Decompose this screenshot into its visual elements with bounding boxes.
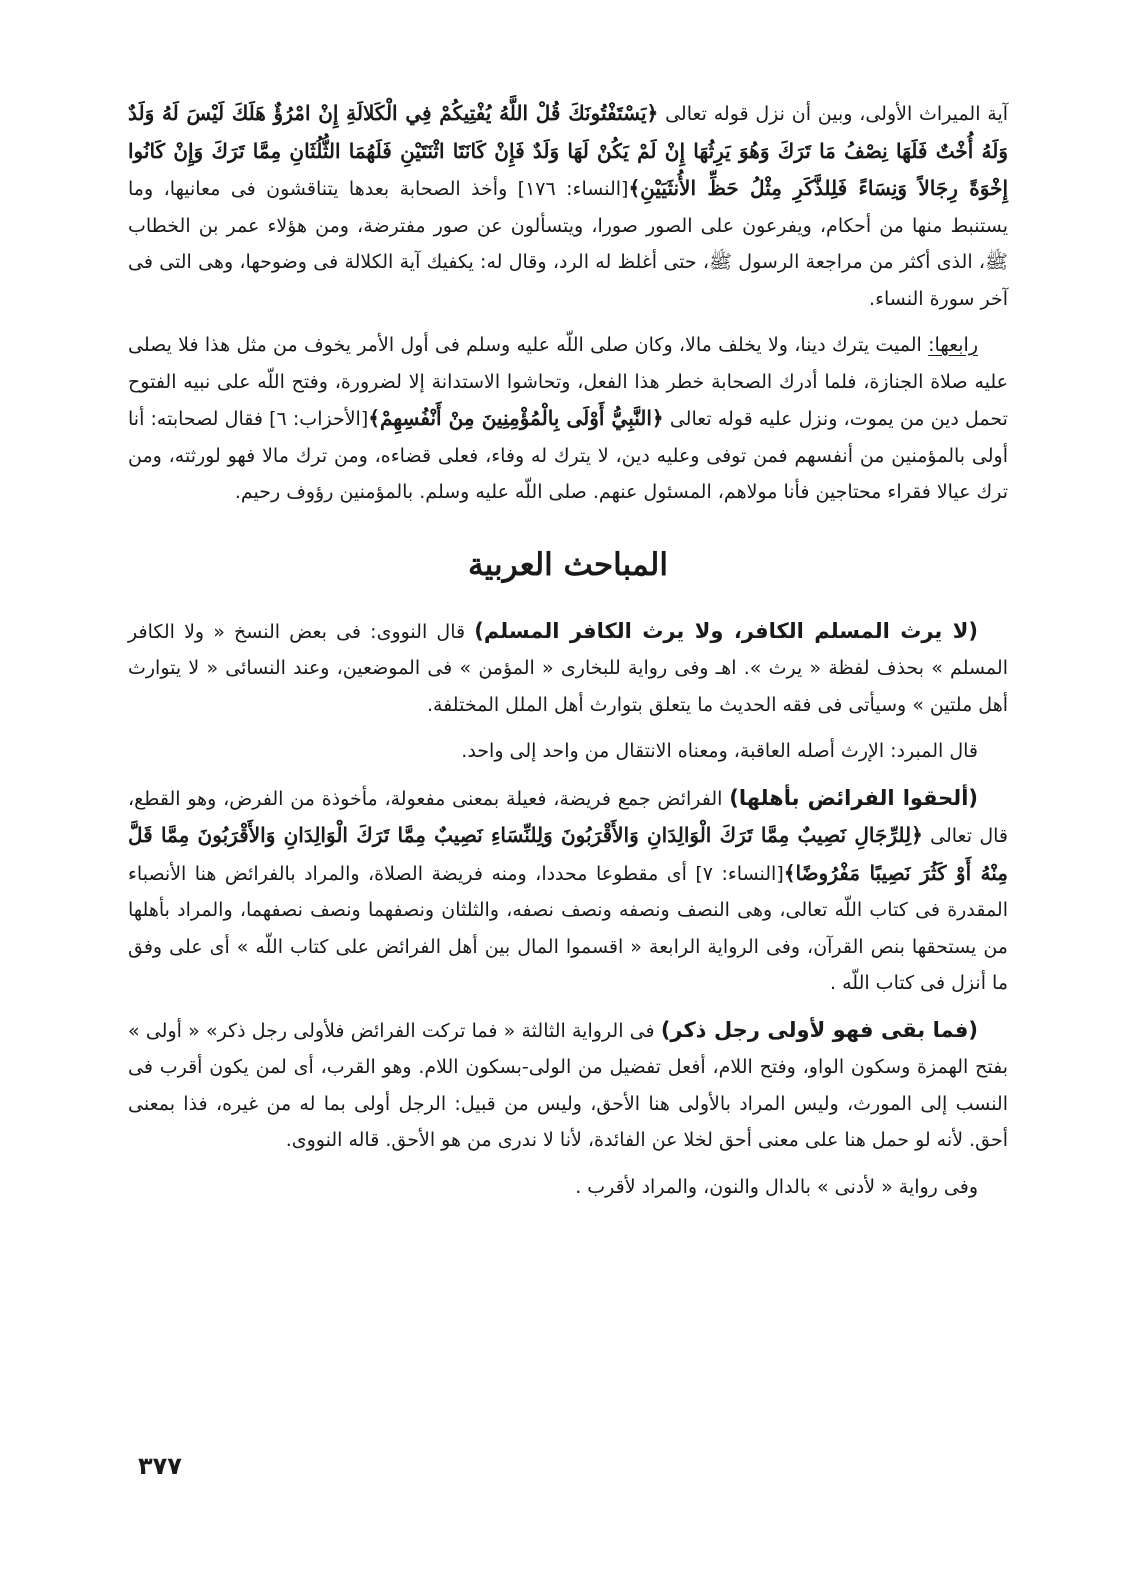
paragraph-text: [النساء: ٧] أى مقطوعا محددا، ومنه فريضة الصلاة، والمراد بالفرائض هنا الأنصباء المقدرة فى كتاب اللّه تعالى، وهى النصف ونصفه ونصف نصفه، والثلثان ونصفهما ونصف نصفهما، والمراد بأهلها من يستحقها بنص القرآن، وفى الرواية الرابعة « اقسموا المال بين أهل الفرائض على كتاب اللّه » أى على وفق ما أنزل فى كتاب اللّه . — [128, 862, 1008, 994]
page-number: ٣٧٧ — [138, 1452, 182, 1480]
paragraph-text: آية الميراث الأولى، وبين أن نزل قوله تعالى — [658, 103, 1009, 125]
paragraph-text: [الأحزاب: ٦] فقال لصحابته: أنا أولى بالمؤمنين من أنفسهم فمن توفى وعليه دين، لا يترك له وفاء، فعلى قضاءه، ومن ترك مالا فهو لورثته، ومن ترك عيالا فقراء محتاجين فأنا مولاهم، المسئول عنهم. صلى اللّه عليه وسلم. بالمؤمنين رؤوف رحيم. — [128, 408, 1008, 503]
paragraph-text: [النساء: ١٧٦] وأخذ الصحابة بعدها يتناقشون فى معانيها، وما يستنبط منها من أحكام، ويفرعون على الصور صورا، ويتسألون عن صور مفترضة، ومن هؤلاء عمر بن الخطاب ﷺ، الذى أكثر من مراجعة الرسول ﷺ، حتى أغلظ له الرد، وقال له: يكفيك آية الكلالة فى وضوحها، وهى التى فى آخر سورة النساء. — [128, 178, 1008, 310]
paragraph-text: الفرائض جمع فريضة، فعيلة بمعنى مفعولة، مأخوذة من الفرض، وهو القطع، قال تعالى — [128, 787, 1009, 847]
lemma-heading: (فما بقى فهو لأولى رجل ذكر) — [660, 1017, 978, 1042]
paragraph-fourth — [128, 327, 1008, 511]
quran-verse-kalala: ﴿يَسْتَفْتُونَكَ قُلْ اللَّهُ يُفْتِيكُمْ فِي الْكَلالَةِ إِنْ امْرُؤٌ هَلَكَ لَيْسَ لَهُ وَلَدٌ وَلَهُ أُخْتٌ فَلَهَا نِصْفُ مَا تَرَكَ وَهُوَ يَرِثُهَا إِنْ لَمْ يَكُنْ لَهَا وَلَدٌ فَإِنْ كَانَتَا اثْنَتَيْنِ فَلَهُمَا الثُّلُثَانِ مِمَّا تَرَكَ وَإِنْ كَانُوا إِخْوَةً رِجَالاً وَنِسَاءً فَلِلذَّكَرِ مِثْلُ حَظِّ الأُنثَيَيْنِ﴾ — [128, 101, 1009, 200]
paragraph-muslim-kafir — [128, 613, 1008, 724]
paragraph-adna — [128, 1169, 1008, 1206]
paragraph-text: الميت يترك دينا، ولا يخلف مالا، وكان صلى اللّه عليه وسلم فى أول الأمر يخوف من مثل هذا فلا يصلى عليه صلاة الجنازة، فلما أدرك الصحابة خطر هذا الفعل، وتحاشوا الاستدانة إلا لضرورة، وفتح اللّه على نبيه الفتوح تحمل دين من يموت، ونزل عليه قوله تعالى — [128, 334, 1008, 430]
paragraph-label-fourth: رابعها: — [928, 334, 978, 356]
paragraph-text: قال المبرد: الإرث أصله العاقبة، ومعناه الانتقال من واحد إلى واحد. — [461, 740, 978, 762]
paragraph-faraid — [128, 780, 1008, 1002]
lemma-heading: (ألحقوا الفرائض بأهلها) — [729, 785, 978, 810]
paragraph-text: وفى رواية « لأدنى » بالدال والنون، والمراد لأقرب . — [575, 1175, 978, 1198]
paragraph-text: فى الرواية الثالثة « فما تركت الفرائض فلأولى رجل ذكر» « أولى » بفتح الهمزة وسكون الواو، وفتح اللام، أفعل تفضيل من الولى-بسكون اللام. وهو القرب، أى لمن يكون أقرب فى النسب إلى المورث، وليس المراد بالأولى هنا الأحق، وليس من قبيل: الرجل أولى بما له من غيره، فذا بمعنى أحق. لأنه لو حمل هنا على معنى أحق لخلا عن الفائدة، لأنا لا ندرى من هو الأحق. قاله النووى. — [128, 1019, 1008, 1151]
quran-verse-nisa-7: ﴿لِلرِّجَالِ نَصِيبٌ مِمَّا تَرَكَ الْوَالِدَانِ وَالأَقْرَبُونَ وَلِلنِّسَاءِ نَصِيبٌ مِمَّا تَرَكَ الْوَالِدَانِ وَالأَقْرَبُونَ مِمَّا قَلَّ مِنْهُ أَوْ كَثُرَ نَصِيبًا مَفْرُوضًا﴾ — [128, 823, 1008, 885]
paragraph-mubarrad — [128, 733, 1008, 770]
section-title: المباحث العربية — [468, 546, 668, 583]
quran-verse-ahzab: ﴿النَّبِيُّ أَوْلَى بِالْمُؤْمِنِينَ مِنْ أَنْفُسِهِمْ﴾ — [368, 406, 664, 430]
lemma-heading: (لا يرث المسلم الكافر، ولا يرث الكافر المسلم) — [474, 618, 978, 643]
paragraph-inheritance-verse — [128, 95, 1008, 317]
paragraph-text: قال النووى: فى بعض النسخ « ولا الكافر المسلم » بحذف لفظة « يرث ». اهـ وفى رواية للبخارى « المؤمن » فى الموضعين، وعند النسائى « لا يتوارث أهل ملتين » وسيأتى فى فقه الحديث ما يتعلق بتوارث أهل الملل المختلفة. — [128, 620, 1008, 716]
paragraph-awla — [128, 1012, 1008, 1159]
page-body — [128, 95, 1008, 1495]
